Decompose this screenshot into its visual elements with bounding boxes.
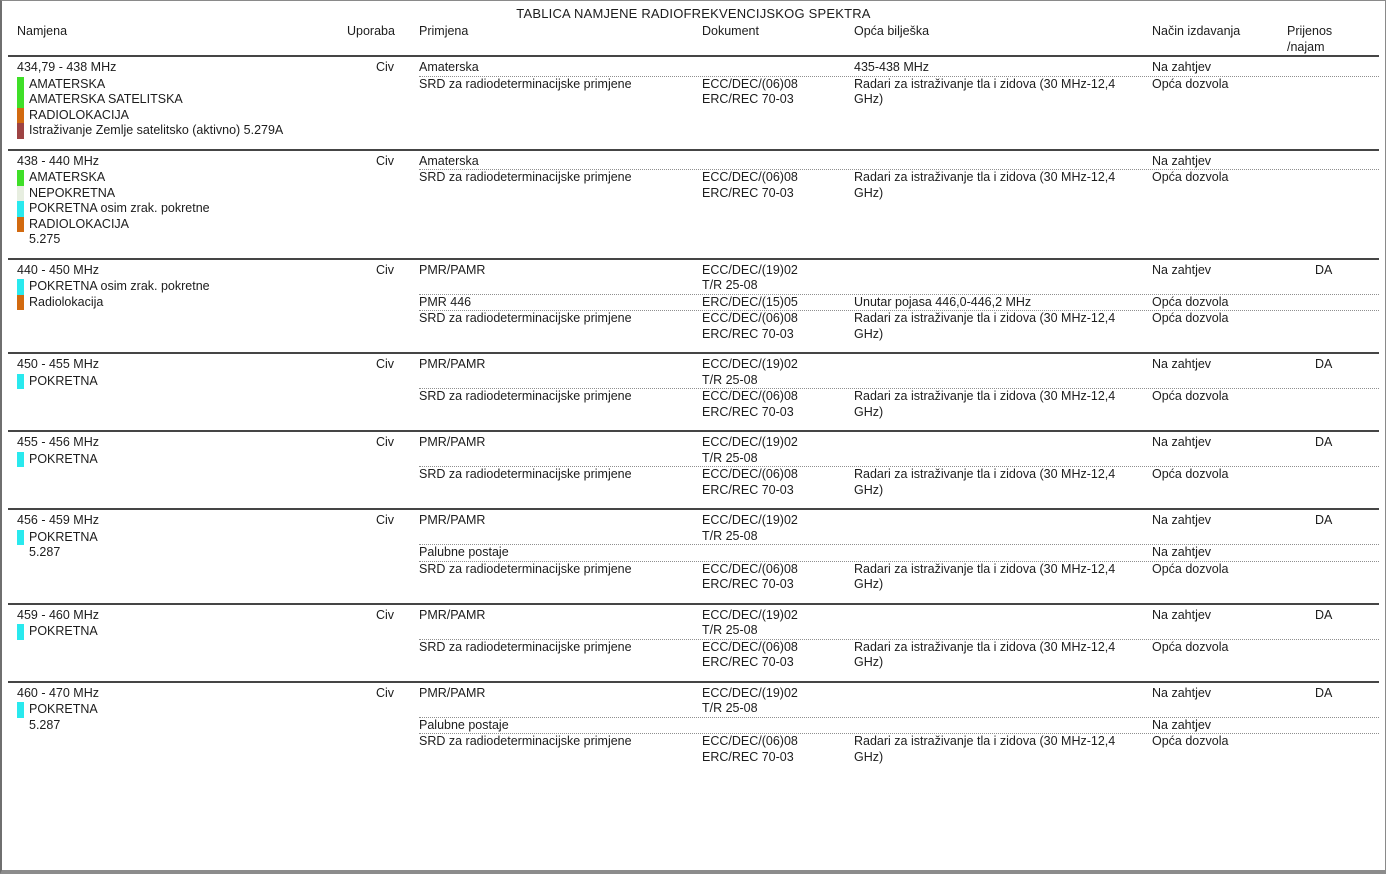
band-row [8,430,1379,508]
dokument-cell [702,357,854,388]
primjena-cell: SRD za radiodeterminacijske primjene [419,561,632,576]
band-range: 456 - 459 MHz [17,513,99,527]
opca-biljeska-cell: Radari za istraživanje tla i zidova (30 MHz-12,4 GHz) [854,76,1116,106]
nacin-izdavanja-cell: Opća dozvola [1152,311,1229,325]
dokument-cell [702,170,854,201]
service-item [17,530,347,546]
nacin-izdavanja-cell: Na zahtjev [1152,153,1212,168]
dokument-line: ECC/DEC/(06)08 [702,170,798,184]
opca-biljeska-cell: Radari za istraživanje tla i zidova (30 MHz-12,4 GHz) [854,639,1116,669]
nacin-izdavanja-cell: Na zahtjev [1152,435,1212,449]
primjena-cell: PMR/PAMR [419,607,486,622]
uporaba-cell: Civ [375,262,394,277]
service-item [17,545,347,561]
service-label: POKRETNA [29,451,98,466]
dokument-line: ERC/REC 70-03 [702,482,794,497]
band-row [8,149,1379,258]
opca-biljeska-cell [854,357,1152,388]
primjena-cell: PMR/PAMR [419,685,486,700]
dokument-line: ERC/REC 70-03 [702,185,794,200]
primjena-cell: Palubne postaje [419,717,509,732]
column-header-uporaba: Uporaba [347,24,395,38]
opca-biljeska-cell: Radari za istraživanje tla i zidova (30 MHz-12,4 GHz) [854,170,1116,200]
nacin-izdavanja-cell: Na zahtjev [1152,60,1212,74]
primjena-cell: SRD za radiodeterminacijske primjene [419,639,632,654]
application-subrows [419,263,1379,343]
column-header-opca-biljeska: Opća bilješka [854,24,930,38]
dokument-line: T/R 25-08 [702,372,758,387]
primjena-cell: PMR/PAMR [419,435,486,449]
application-subrows [419,435,1379,498]
application-subrow [419,466,1379,498]
allocation-marker-spacer [17,232,24,248]
application-subrow [419,435,1379,466]
allocation-color-marker [17,92,24,108]
allocation-color-marker [17,77,24,93]
column-header-prijenos-line1: Prijenos [1287,24,1333,38]
service-label: 5.275 [29,232,61,246]
dokument-line: ERC/REC 70-03 [702,655,794,669]
nacin-izdavanja-cell: Opća dozvola [1152,76,1229,91]
allocation-marker-spacer [17,718,24,734]
nacin-izdavanja-cell: Na zahtjev [1152,607,1212,622]
application-subrow [419,357,1379,388]
service-item [17,232,347,248]
application-subrow [419,263,1379,294]
nacin-izdavanja-cell: Opća dozvola [1152,639,1229,654]
dokument-line: ECC/DEC/(19)02 [702,513,798,527]
primjena-cell: SRD za radiodeterminacijske primjene [419,311,632,325]
nacin-izdavanja-cell: Opća dozvola [1152,734,1229,748]
opca-biljeska-cell [854,513,1152,544]
opca-biljeska-cell [854,154,1152,170]
opca-biljeska-cell [854,263,1152,294]
uporaba-cell: Civ [375,60,394,74]
namjena-cell [17,513,347,593]
dokument-line: ERC/REC 70-03 [702,92,794,106]
service-item [17,279,347,295]
allocation-color-marker [17,108,24,124]
table-header-row [8,21,1379,55]
nacin-izdavanja-cell: Na zahtjev [1152,545,1212,559]
service-item [17,718,347,734]
application-subrows [419,154,1379,248]
dokument-line: ECC/DEC/(19)02 [702,435,798,449]
dokument-cell [702,435,854,466]
primjena-cell: Palubne postaje [419,545,509,559]
nacin-izdavanja-cell: Na zahtjev [1152,717,1212,732]
dokument-line: ECC/DEC/(06)08 [702,734,798,748]
dokument-cell [702,295,854,311]
primjena-cell: PMR 446 [419,294,472,309]
allocation-color-marker [17,123,24,139]
opca-biljeska-cell: Unutar pojasa 446,0-446,2 MHz [854,294,1032,309]
dokument-cell [702,734,854,765]
opca-biljeska-cell [854,435,1152,466]
uporaba-cell: Civ [375,153,394,168]
dokument-cell [702,263,854,294]
application-subrows [419,686,1379,766]
nacin-izdavanja-cell: Na zahtjev [1152,685,1212,700]
opca-biljeska-cell: Radari za istraživanje tla i zidova (30 MHz-12,4 GHz) [854,467,1116,497]
dokument-cell [702,467,854,498]
application-subrow [419,608,1379,639]
dokument-line: ECC/DEC/(06)08 [702,76,798,91]
opca-biljeska-cell: Radari za istraživanje tla i zidova (30 MHz-12,4 GHz) [854,311,1116,341]
application-subrow [419,733,1379,765]
opca-biljeska-cell: Radari za istraživanje tla i zidova (30 MHz-12,4 GHz) [854,734,1116,764]
application-subrow [419,169,1379,201]
prijenos-najam-cell [1287,545,1371,561]
service-item [17,108,347,124]
service-item [17,92,347,108]
application-subrow [419,294,1379,311]
dokument-cell [702,718,854,734]
service-item [17,702,347,718]
opca-biljeska-cell: Radari za istraživanje tla i zidova (30 MHz-12,4 GHz) [854,389,1116,419]
allocation-marker-spacer [17,545,24,561]
service-label: AMATERSKA [29,170,106,184]
prijenos-najam-cell [1287,640,1371,671]
opca-biljeska-cell [854,545,1152,561]
prijenos-najam-cell: DA [1315,357,1333,371]
dokument-line: T/R 25-08 [702,450,758,465]
opca-biljeska-cell [854,718,1152,734]
prijenos-najam-cell: DA [1315,685,1333,700]
application-subrow [419,561,1379,593]
service-item [17,186,347,202]
uporaba-cell: Civ [375,435,394,449]
band-range: 434,79 - 438 MHz [17,60,117,74]
primjena-cell: SRD za radiodeterminacijske primjene [419,170,632,184]
dokument-cell [702,154,854,170]
service-label: AMATERSKA SATELITSKA [29,92,183,106]
service-label: Istraživanje Zemlje satelitsko (aktivno) 5.279A [29,123,284,137]
band-row [8,55,1379,149]
service-label: 5.287 [29,545,61,559]
nacin-izdavanja-cell: Opća dozvola [1152,170,1229,184]
service-item [17,452,347,468]
dokument-line: T/R 25-08 [702,701,758,715]
uporaba-cell: Civ [375,357,394,371]
dokument-line: ECC/DEC/(06)08 [702,639,798,654]
column-header-nacin-izdavanja: Način izdavanja [1152,24,1241,38]
nacin-izdavanja-cell: Opća dozvola [1152,467,1229,481]
service-item [17,170,347,186]
allocation-color-marker [17,702,24,718]
band-row [8,603,1379,681]
column-header-primjena: Primjena [419,24,469,38]
primjena-cell: SRD za radiodeterminacijske primjene [419,734,632,748]
primjena-cell: SRD za radiodeterminacijske primjene [419,389,632,403]
service-label: POKRETNA osim zrak. pokretne [29,201,210,215]
page-title: TABLICA NAMJENE RADIOFREKVENCIJSKOG SPEKTRA [516,6,871,21]
dokument-line: ECC/DEC/(06)08 [702,561,798,576]
application-subrows [419,608,1379,671]
dokument-line: ECC/DEC/(19)02 [702,262,798,277]
allocation-color-marker [17,374,24,390]
prijenos-najam-cell [1287,311,1371,342]
prijenos-najam-cell [1287,562,1371,593]
prijenos-najam-cell [1287,60,1371,76]
dokument-cell [702,311,854,342]
service-label: NEPOKRETNA [29,185,116,200]
uporaba-cell: Civ [375,685,394,700]
prijenos-najam-cell [1287,718,1371,734]
band-range: 459 - 460 MHz [17,607,99,622]
allocation-color-marker [17,201,24,217]
allocation-color-marker [17,170,24,186]
application-subrow [419,686,1379,717]
dokument-line: ERC/REC 70-03 [702,404,794,419]
dokument-cell [702,77,854,108]
dokument-line: ECC/DEC/(06)08 [702,389,798,403]
application-subrow [419,513,1379,544]
prijenos-najam-cell: DA [1315,262,1333,277]
namjena-cell [17,154,347,248]
namjena-cell [17,435,347,498]
service-label: POKRETNA osim zrak. pokretne [29,279,210,293]
namjena-cell [17,357,347,420]
allocation-color-marker [17,279,24,295]
column-header-prijenos-najam [1287,24,1374,55]
dokument-cell [702,562,854,593]
band-row [8,258,1379,353]
opca-biljeska-cell: 435-438 MHz [854,60,930,74]
application-subrow [419,310,1379,342]
service-label: POKRETNA [29,529,98,544]
dokument-line: ECC/DEC/(19)02 [702,607,798,622]
application-subrow [419,60,1379,76]
dokument-cell [702,60,854,76]
service-label: POKRETNA [29,624,98,638]
band-row [8,508,1379,603]
dokument-cell [702,545,854,561]
namjena-cell [17,263,347,343]
allocation-color-marker [17,530,24,546]
dokument-line: ECC/DEC/(06)08 [702,467,798,481]
service-item [17,217,347,233]
service-item [17,624,347,640]
band-range: 450 - 455 MHz [17,357,99,371]
column-header-namjena: Namjena [17,24,68,38]
band-row [8,352,1379,430]
dokument-cell [702,686,854,717]
prijenos-najam-cell: DA [1315,607,1333,622]
application-subrows [419,60,1379,139]
primjena-cell: PMR/PAMR [419,513,486,527]
application-subrow [419,388,1379,420]
band-range: 438 - 440 MHz [17,153,99,168]
nacin-izdavanja-cell: Opća dozvola [1152,389,1229,403]
allocation-color-marker [17,452,24,468]
primjena-cell: SRD za radiodeterminacijske primjene [419,467,632,481]
prijenos-najam-cell [1287,77,1371,108]
column-header-dokument: Dokument [702,24,759,38]
dokument-cell [702,389,854,420]
primjena-cell: Amaterska [419,60,479,74]
primjena-cell: SRD za radiodeterminacijske primjene [419,76,632,91]
prijenos-najam-cell [1287,154,1371,170]
allocation-color-marker [17,624,24,640]
dokument-line: ERC/REC 70-03 [702,749,794,764]
primjena-cell: Amaterska [419,153,479,168]
application-subrows [419,513,1379,593]
opca-biljeska-cell [854,608,1152,639]
dokument-cell [702,640,854,671]
application-subrow [419,717,1379,734]
allocation-color-marker [17,186,24,202]
service-label: Radiolokacija [29,294,104,309]
uporaba-cell: Civ [375,513,394,527]
nacin-izdavanja-cell: Opća dozvola [1152,561,1229,576]
nacin-izdavanja-cell: Opća dozvola [1152,294,1229,309]
namjena-cell [17,608,347,671]
nacin-izdavanja-cell: Na zahtjev [1152,513,1212,527]
service-label: POKRETNA [29,373,98,388]
application-subrow [419,544,1379,561]
opca-biljeska-cell: Radari za istraživanje tla i zidova (30 MHz-12,4 GHz) [854,561,1116,591]
service-item [17,123,347,139]
band-range: 440 - 450 MHz [17,262,99,277]
band-range: 455 - 456 MHz [17,435,99,449]
service-label: POKRETNA [29,702,98,716]
service-label: RADIOLOKACIJA [29,216,130,231]
allocation-color-marker [17,295,24,311]
allocation-color-marker [17,217,24,233]
primjena-cell: PMR/PAMR [419,262,486,277]
dokument-line: ECC/DEC/(06)08 [702,311,798,325]
primjena-cell: PMR/PAMR [419,357,486,371]
dokument-line: T/R 25-08 [702,623,758,637]
dokument-cell [702,608,854,639]
prijenos-najam-cell [1287,170,1371,201]
dokument-line: T/R 25-08 [702,528,758,543]
dokument-line: T/R 25-08 [702,278,758,292]
namjena-cell [17,686,347,766]
prijenos-najam-cell [1287,734,1371,765]
prijenos-najam-cell: DA [1315,435,1333,449]
nacin-izdavanja-cell: Na zahtjev [1152,357,1212,371]
table-body [8,55,1379,775]
prijenos-najam-cell: DA [1315,513,1333,527]
prijenos-najam-cell [1287,389,1371,420]
dokument-line: ERC/REC 70-03 [702,326,794,341]
column-header-prijenos-line2: /najam [1287,39,1325,54]
namjena-cell [17,60,347,139]
application-subrows [419,357,1379,420]
service-item [17,295,347,311]
dokument-cell [702,513,854,544]
application-subrow [419,154,1379,170]
prijenos-najam-cell [1287,295,1371,311]
dokument-line: ERC/DEC/(15)05 [702,294,798,309]
service-label: RADIOLOKACIJA [29,107,130,122]
band-row [8,681,1379,776]
service-item [17,77,347,93]
band-range: 460 - 470 MHz [17,685,99,700]
service-label: 5.287 [29,717,61,732]
prijenos-najam-cell [1287,467,1371,498]
service-label: AMATERSKA [29,76,106,91]
spectrum-table [8,21,1379,775]
opca-biljeska-cell [854,686,1152,717]
uporaba-cell: Civ [375,607,394,622]
application-subrow [419,76,1379,108]
dokument-line: ECC/DEC/(19)02 [702,685,798,700]
application-subrow [419,639,1379,671]
dokument-line: ECC/DEC/(19)02 [702,357,798,371]
service-item [17,374,347,390]
service-item [17,201,347,217]
nacin-izdavanja-cell: Na zahtjev [1152,262,1212,277]
dokument-line: ERC/REC 70-03 [702,577,794,591]
